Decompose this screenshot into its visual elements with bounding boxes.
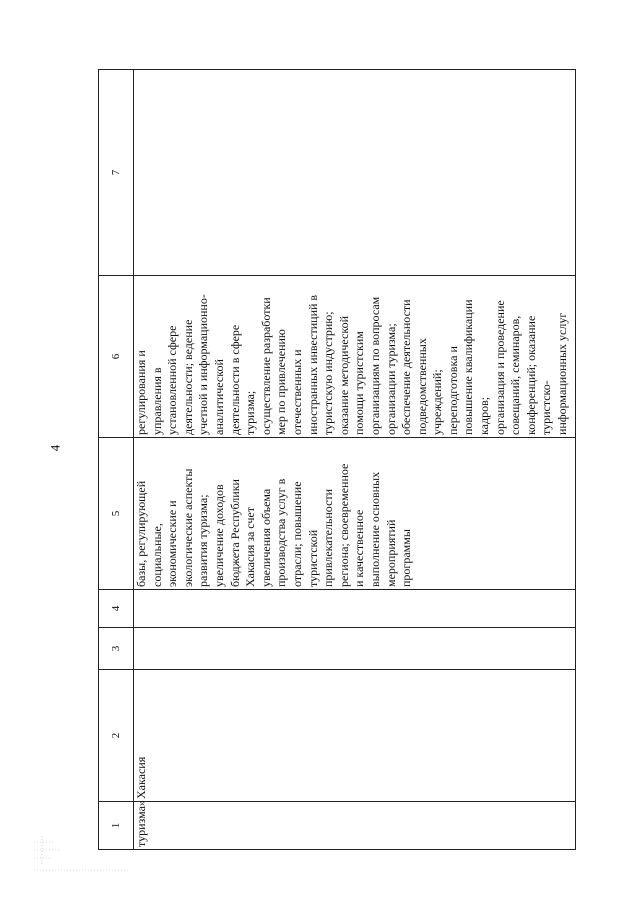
cell-col-3 [134,628,576,670]
header-col-2: 2 [99,670,134,802]
header-col-5: 5 [99,438,134,590]
cell-col-4 [134,590,576,628]
cell-col-2-text: Хакасия [134,756,148,799]
cell-col-2 [134,670,576,802]
cell-col-6-text: регулирования и управления в установленной сфере деятельности; ведение учетной и информационно- аналитической деятельности в сфере туризма; осуществление разработки мер по привлечению отечественных и иностранных инвестиций в туристскую индустрию; оказание методической помощи туристским организациям по вопросам организации туризма; обеспечение деятельности подведомственных учреждений; переподготовка и повышение квалификации кадров; организация и проведение совещаний, семинаров, конференций; оказание туристско- информационных услуг [134,294,570,435]
scan-noise-mark [30,830,140,880]
cell-col-5-text: базы, регулирующей социальные, экономические и экологические аспекты развития туризма; увеличение доходов бюджета Республики Хакасия за счет увеличения объема производства услуг в отрасли; повышение туристской привлекательности региона; своевременное и качественное выполнение основных мероприятий программы [134,463,414,587]
rotated-table-container [98,70,576,850]
page-number: 4 [47,444,63,452]
cell-col-5 [134,438,576,590]
header-col-1: 1 [99,802,134,850]
program-table [98,69,576,850]
cell-col-1 [134,802,576,850]
header-col-3: 3 [99,628,134,670]
header-col-4: 4 [99,590,134,628]
header-row [99,70,134,850]
cell-col-6 [134,276,576,438]
header-col-7: 7 [99,70,134,276]
table-row [134,70,576,850]
cell-col-7 [134,70,576,276]
cell-col-1-text: туризма» [134,800,148,847]
header-col-6: 6 [99,276,134,438]
